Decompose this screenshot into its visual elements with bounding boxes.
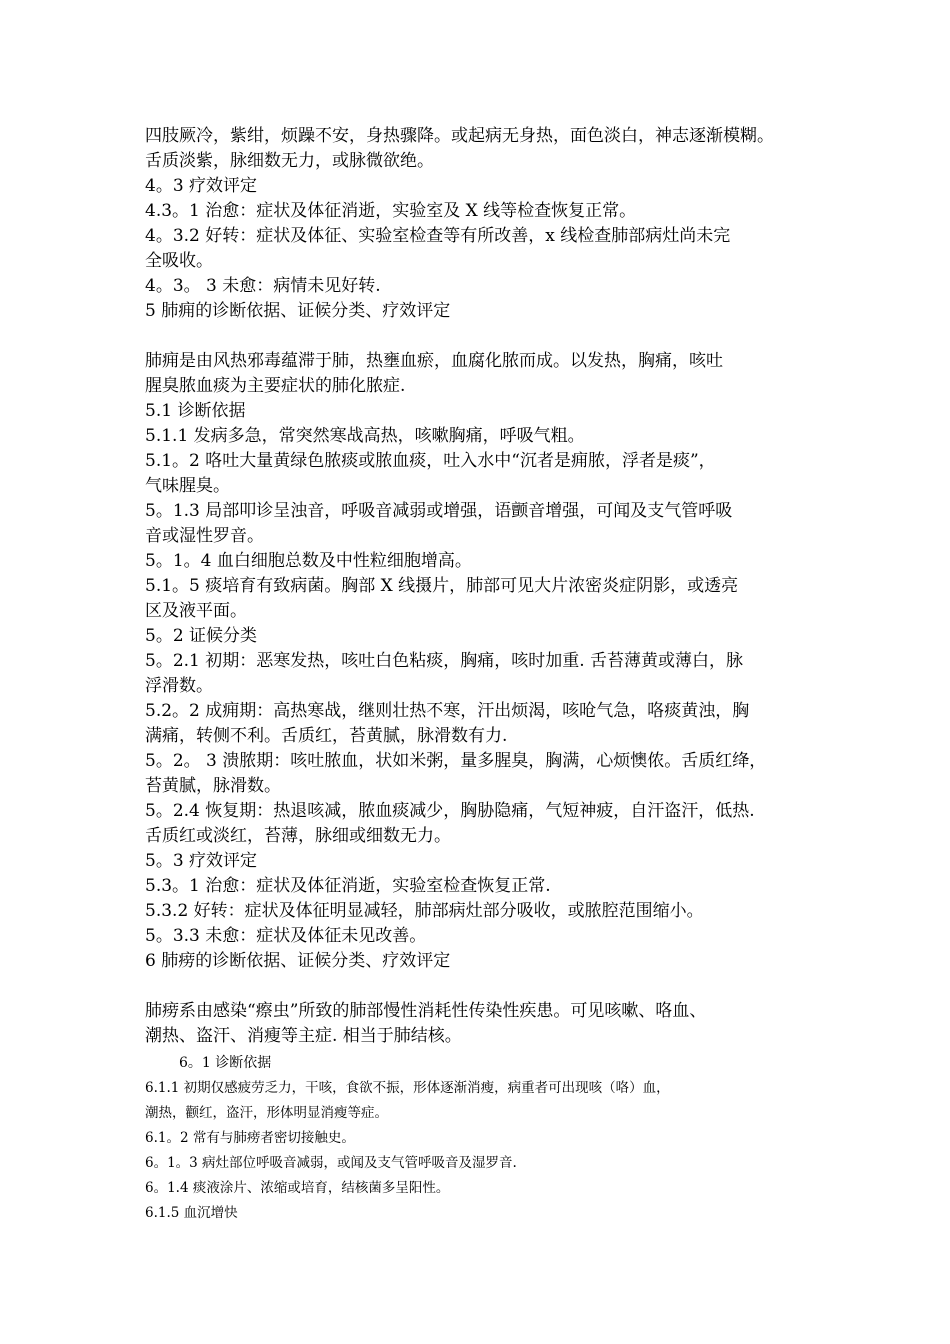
text-line: 浮滑数。 <box>145 676 213 696</box>
small-text-line: 6.1。2 常有与肺痨者密切接触史。 <box>145 1130 355 1146</box>
text-line: 肺痈是由风热邪毒蕴滞于肺，热壅血瘀，血腐化脓而成。以发热，胸痛，咳吐 <box>145 351 723 371</box>
blank-line <box>145 974 825 999</box>
text-line: 肺痨系由感染“瘵虫”所致的肺部慢性消耗性传染性疾患。可见咳嗽、咯血、 <box>145 1001 707 1021</box>
section-heading: 5。3 疗效评定 <box>145 851 258 871</box>
blank-line <box>145 324 825 349</box>
text-line: 四肢厥冷，紫绀，烦躁不安，身热骤降。或起病无身热，面色淡白，神志逐渐模糊。 <box>145 126 774 146</box>
section-heading: 5 肺痈的诊断依据、证候分类、疗效评定 <box>145 301 451 321</box>
text-line: 5。2.1 初期：恶寒发热，咳吐白色粘痰，胸痛，咳时加重. 舌苔薄黄或薄白，脉 <box>145 651 744 671</box>
small-text-block <box>145 1051 825 1226</box>
text-line: 舌质红或淡红，苔薄，脉细或细数无力。 <box>145 826 451 846</box>
main-text-block <box>145 124 825 1049</box>
text-line: 5。3.3 未愈：症状及体征未见改善。 <box>145 926 427 946</box>
text-line: 音或湿性罗音。 <box>145 526 264 546</box>
text-line: 气味腥臭。 <box>145 476 230 496</box>
text-line: 苔黄腻，脉滑数。 <box>145 776 281 796</box>
small-text-line: 6.1.5 血沉增快 <box>145 1205 238 1221</box>
section-heading: 6 肺痨的诊断依据、证候分类、疗效评定 <box>145 951 451 971</box>
section-heading: 5.1 诊断依据 <box>145 401 246 421</box>
text-line: 5.3.2 好转：症状及体征明显减轻，肺部病灶部分吸收，或脓腔范围缩小。 <box>145 901 704 921</box>
text-line: 5.2。2 成痈期：高热寒战，继则壮热不寒，汗出烦渴，咳呛气急，咯痰黄浊，胸 <box>145 701 750 721</box>
text-line: 舌质淡紫，脉细数无力，或脉微欲绝。 <box>145 151 434 171</box>
text-line: 4。3.2 好转：症状及体征、实验室检查等有所改善，x 线检查肺部病灶尚未完 <box>145 226 731 246</box>
text-line: 5.3。1 治愈：症状及体征消逝，实验室检查恢复正常. <box>145 876 551 896</box>
document-page <box>145 124 825 1226</box>
text-line: 区及液平面。 <box>145 601 247 621</box>
small-text-line: 6.1.1 初期仅感疲劳乏力，干咳，食欲不振，形体逐渐消瘦，病重者可出现咳（咯）血， <box>145 1080 670 1096</box>
text-line: 腥臭脓血痰为主要症状的肺化脓症. <box>145 376 406 396</box>
small-text-line: 6。1。3 病灶部位呼吸音减弱，或闻及支气管呼吸音及湿罗音. <box>145 1155 517 1171</box>
small-text-line: 6。1.4 痰液涂片、浓缩或培育，结核菌多呈阳性。 <box>145 1180 450 1196</box>
small-text-line: 潮热，颧红，盗汗，形体明显消瘦等症。 <box>145 1105 388 1121</box>
subsection-heading: 6。1 诊断依据 <box>179 1055 272 1071</box>
section-heading: 4。3 疗效评定 <box>145 176 258 196</box>
text-line: 5。1。4 血白细胞总数及中性粒细胞增高。 <box>145 551 472 571</box>
text-line: 5.1。5 痰培育有致病菌。胸部 X 线摄片，肺部可见大片浓密炎症阴影，或透亮 <box>145 576 739 596</box>
text-line: 5.1。2 咯吐大量黄绿色脓痰或脓血痰，吐入水中“沉者是痈脓，浮者是痰”， <box>145 451 716 471</box>
text-line: 潮热、盗汗、消瘦等主症. 相当于肺结核。 <box>145 1026 462 1046</box>
text-line: 5。2.4 恢复期：热退咳减，脓血痰减少，胸胁隐痛，气短神疲，自汗盗汗，低热. <box>145 801 755 821</box>
text-line: 5。1.3 局部叩诊呈浊音，呼吸音减弱或增强，语颤音增强，可闻及支气管呼吸 <box>145 501 733 521</box>
text-line: 5.1.1 发病多急，常突然寒战高热，咳嗽胸痛，呼吸气粗。 <box>145 426 585 446</box>
section-heading: 5。2 证候分类 <box>145 626 258 646</box>
text-line: 5。2。 3 溃脓期：咳吐脓血，状如米粥，量多腥臭，胸满，心烦懊侬。舌质红绛， <box>145 751 767 771</box>
text-line: 全吸收。 <box>145 251 213 271</box>
text-line: 4。3。 3 未愈：病情未见好转. <box>145 276 381 296</box>
text-line: 满痛，转侧不利。舌质红，苔黄腻，脉滑数有力. <box>145 726 508 746</box>
text-line: 4.3。1 治愈：症状及体征消逝，实验室及 X 线等检查恢复正常。 <box>145 201 637 221</box>
